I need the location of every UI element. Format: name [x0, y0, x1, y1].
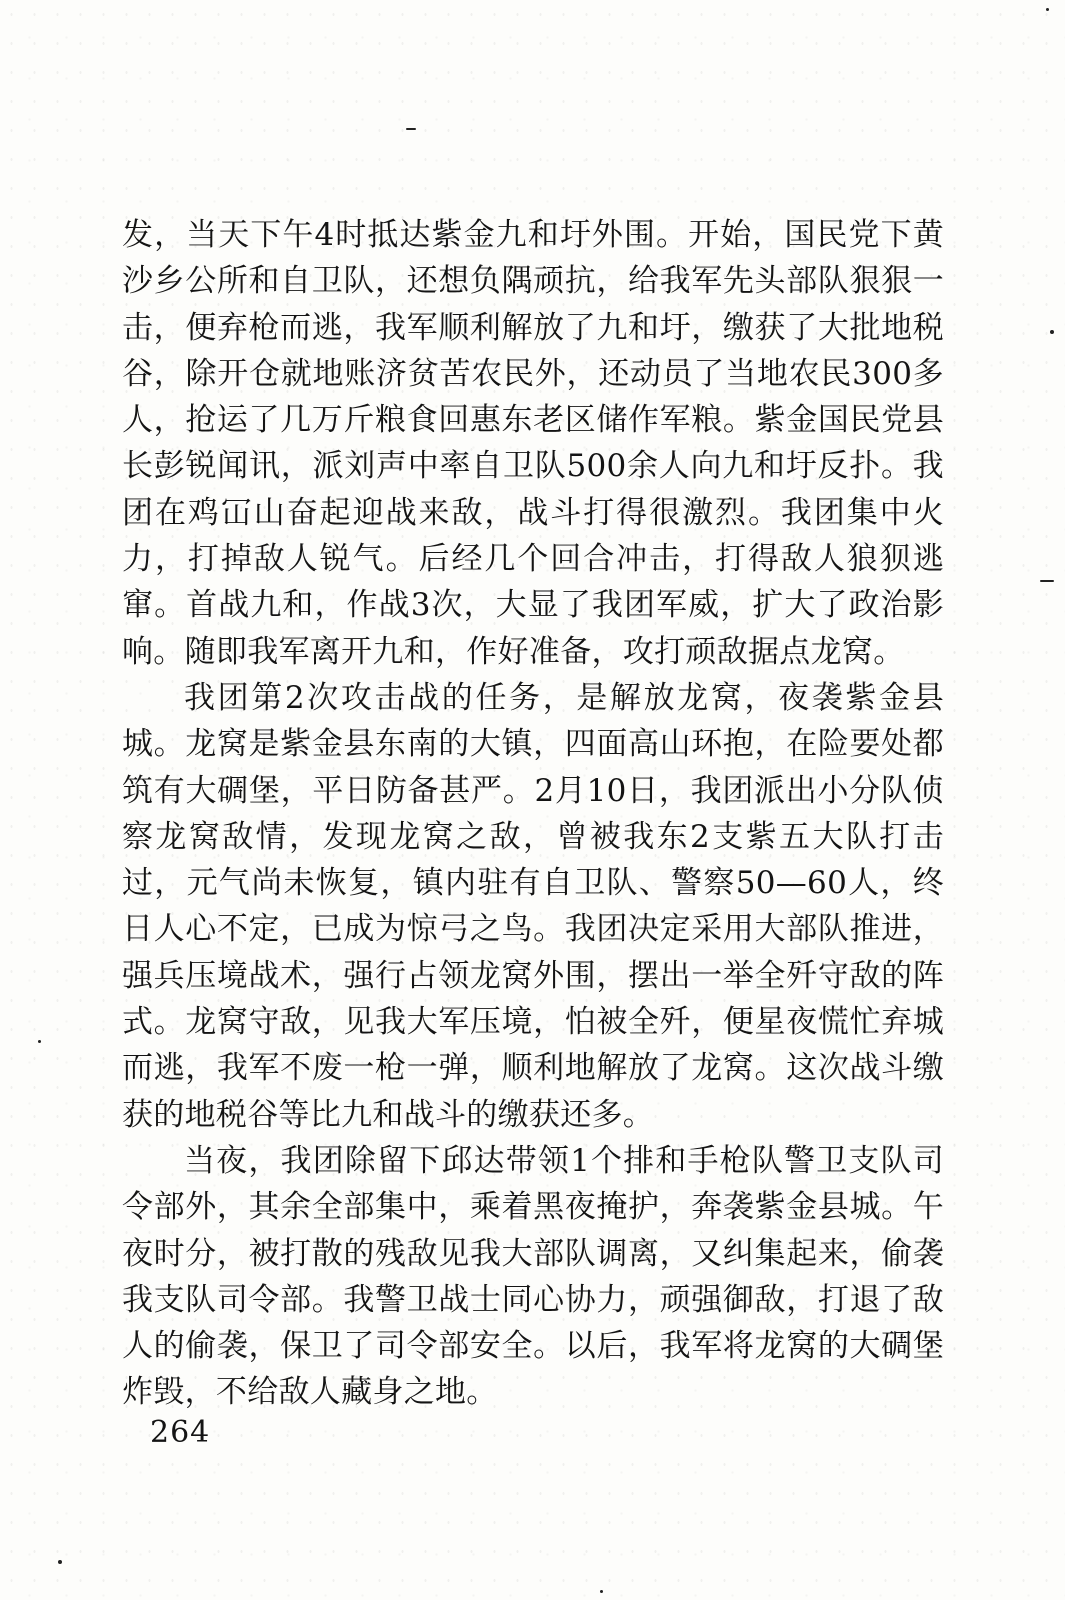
- scan-speck: [406, 128, 416, 130]
- scan-speck: [1046, 8, 1049, 11]
- scan-speck: [600, 1590, 603, 1593]
- paragraph-1: 发，当天下午4时抵达紫金九和圩外围。开始，国民党下黄沙乡公所和自卫队，还想负隅顽抗，给我军先头部队狠狠一击，便弃枪而逃，我军顺利解放了九和圩，缴获了大批地税谷，除开仓就地账济贫苦农民外，还动员了当地农民300多人，抢运了几万斤粮食回惠东老区储作军粮。紫金国民党县长彭锐闻讯，派刘声中率自卫队500余人向九和圩反扑。我团在鸡冚山奋起迎战来敌，战斗打得很激烈。我团集中火力，打掉敌人锐气。后经几个回合冲击，打得敌人狼狈逃窜。首战九和，作战3次，大显了我团军威，扩大了政治影响。随即我军离开九和，作好准备，攻打顽敌据点龙窝。: [122, 217, 944, 670]
- paragraph-2: 我团第2次攻击战的任务，是解放龙窝，夜袭紫金县城。龙窝是紫金县东南的大镇，四面高山环抱，在险要处都筑有大碉堡，平日防备甚严。2月10日，我团派出小分队侦察龙窝敌情，发现龙窝之敌，曾被我东2支紫五大队打击过，元气尚未恢复，镇内驻有自卫队、警察50—60人，终日人心不定，已成为惊弓之鸟。我团决定采用大部队推进，强兵压境战术，强行占领龙窝外围，摆出一举全歼守敌的阵式。龙窝守敌，见我大军压境，怕被全歼，便星夜慌忙弃城而逃，我军不废一枪一弹，顺利地解放了龙窝。这次战斗缴获的地税谷等比九和战斗的缴获还多。: [122, 679, 944, 1133]
- paragraph-3: 当夜，我团除留下邱达带领1个排和手枪队警卫支队司令部外，其余全部集中，乘着黑夜掩护，奔袭紫金县城。午夜时分，被打散的残敌见我大部队调离，又纠集起来，偷袭我支队司令部。我警卫战士同心协力，顽强御敌，打退了敌人的偷袭，保卫了司令部安全。以后，我军将龙窝的大碉堡炸毁，不给敌人藏身之地。: [122, 1142, 944, 1411]
- scan-speck: [38, 1040, 41, 1043]
- body-text: [122, 212, 944, 1416]
- scan-speck: [1040, 580, 1054, 582]
- page-number: 264: [150, 1415, 211, 1450]
- scan-speck: [1050, 330, 1054, 334]
- scan-speck: [58, 1560, 62, 1564]
